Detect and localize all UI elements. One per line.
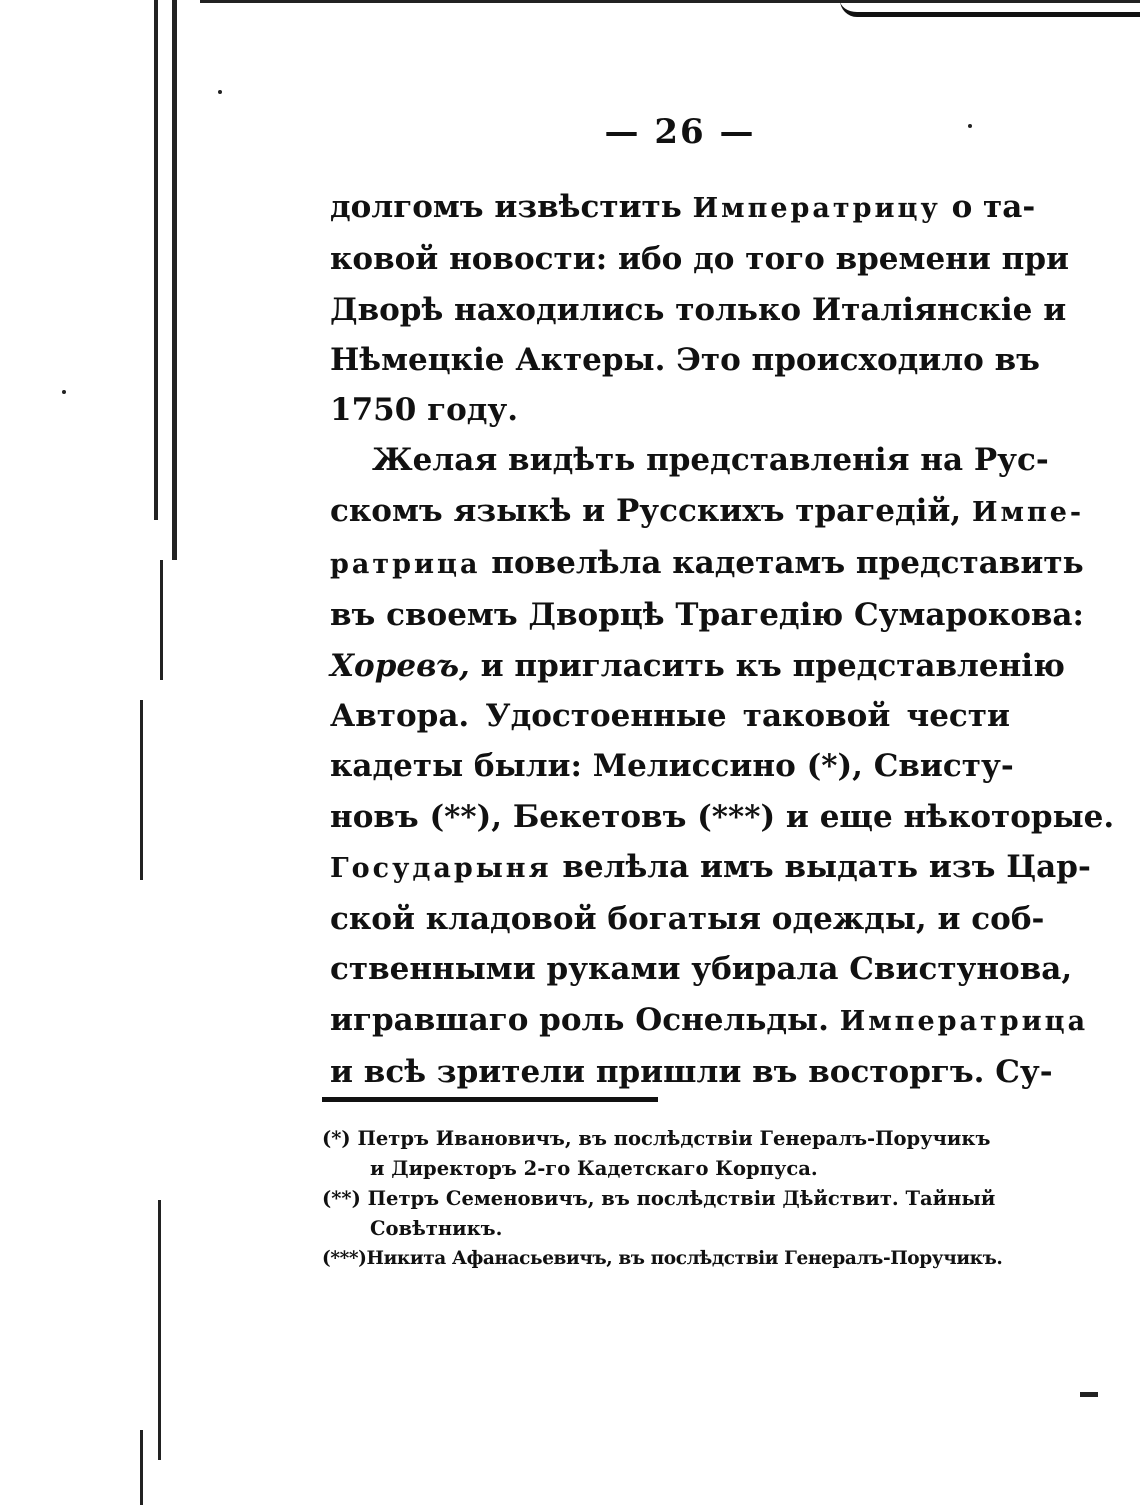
body-line: Нѣмецкіе Актеры. Это происходило въ [330, 341, 1040, 378]
body-line: ской кладовой богатыя одежды, и соб- [330, 901, 1045, 938]
speck [968, 124, 972, 128]
top-edge-rule [200, 0, 1140, 7]
body-line: въ своемъ Дворцѣ Трагедію Сумарокова: [330, 597, 1084, 634]
body-line: скомъ языкѣ и Русскихъ трагедій, Импе- [330, 492, 1085, 529]
page-number: — 26 — [604, 112, 756, 152]
emphasized-name: Императрицу [692, 193, 941, 224]
footnote-line: (***)Никита Афанасьевичъ, въ послѣдствіи Генералъ-Поручикъ. [322, 1248, 1003, 1269]
body-line: и всѣ зрители пришли въ восторгъ. Су- [330, 1054, 1053, 1091]
emphasized-name: Импе- [972, 496, 1085, 528]
footnote-line: Совѣтникъ. [370, 1217, 503, 1240]
speck [1080, 1392, 1098, 1397]
emphasized-name: ратрица [330, 549, 481, 581]
body-line: Желая видѣть представленія на Рус- [372, 442, 1049, 479]
gutter-shadow-line [158, 1200, 161, 1460]
body-line: Автора. Удостоенные таковой чести [330, 697, 1010, 734]
gutter-shadow-line [140, 1430, 143, 1505]
play-title: Хоревъ, [330, 647, 470, 684]
body-line: долгомъ извѣстить Императрицу о та- [330, 189, 1036, 225]
body-line: Хоревъ, и пригласить къ представленію [330, 647, 1065, 684]
body-line: 1750 году. [330, 392, 519, 429]
body-line: Государыня велѣла имъ выдать изъ Цар- [330, 848, 1091, 885]
body-line: кадеты были: Мелиссино (*), Свисту- [330, 748, 1014, 785]
gutter-shadow-line [160, 560, 163, 680]
gutter-shadow-line [154, 0, 158, 520]
speck [218, 90, 222, 94]
footnote-line: (*) Петръ Ивановичъ, въ послѣдствіи Генералъ-Поручикъ [322, 1127, 991, 1150]
gutter-shadow-line [140, 700, 143, 880]
body-text [330, 182, 1115, 1097]
body-line: игравшаго роль Оснельды. Императрица [330, 1001, 1089, 1038]
body-line: Дворѣ находились только Италіянскіе и [330, 291, 1067, 328]
emphasized-name: Императрица [839, 1005, 1089, 1037]
body-line: новъ (**), Бекетовъ (***) и еще нѣкоторые. [330, 798, 1115, 835]
emphasized-name: Государыня [330, 852, 552, 884]
footnote-line: и Директоръ 2-го Кадетскаго Корпуса. [370, 1157, 818, 1180]
gutter-shadow-line [172, 0, 177, 560]
footnote-separator [322, 1097, 658, 1102]
footnote-line: (**) Петръ Семеновичъ, въ послѣдствіи Дѣйствит. Тайный [322, 1187, 996, 1210]
speck [62, 390, 66, 394]
body-line: ратрица повелѣла кадетамъ представить [330, 545, 1084, 582]
footnotes [322, 1124, 1012, 1274]
body-line: ственными руками убирала Свистунова, [330, 951, 1073, 988]
body-line: ковой новости: ибо до того времени при [330, 241, 1070, 278]
